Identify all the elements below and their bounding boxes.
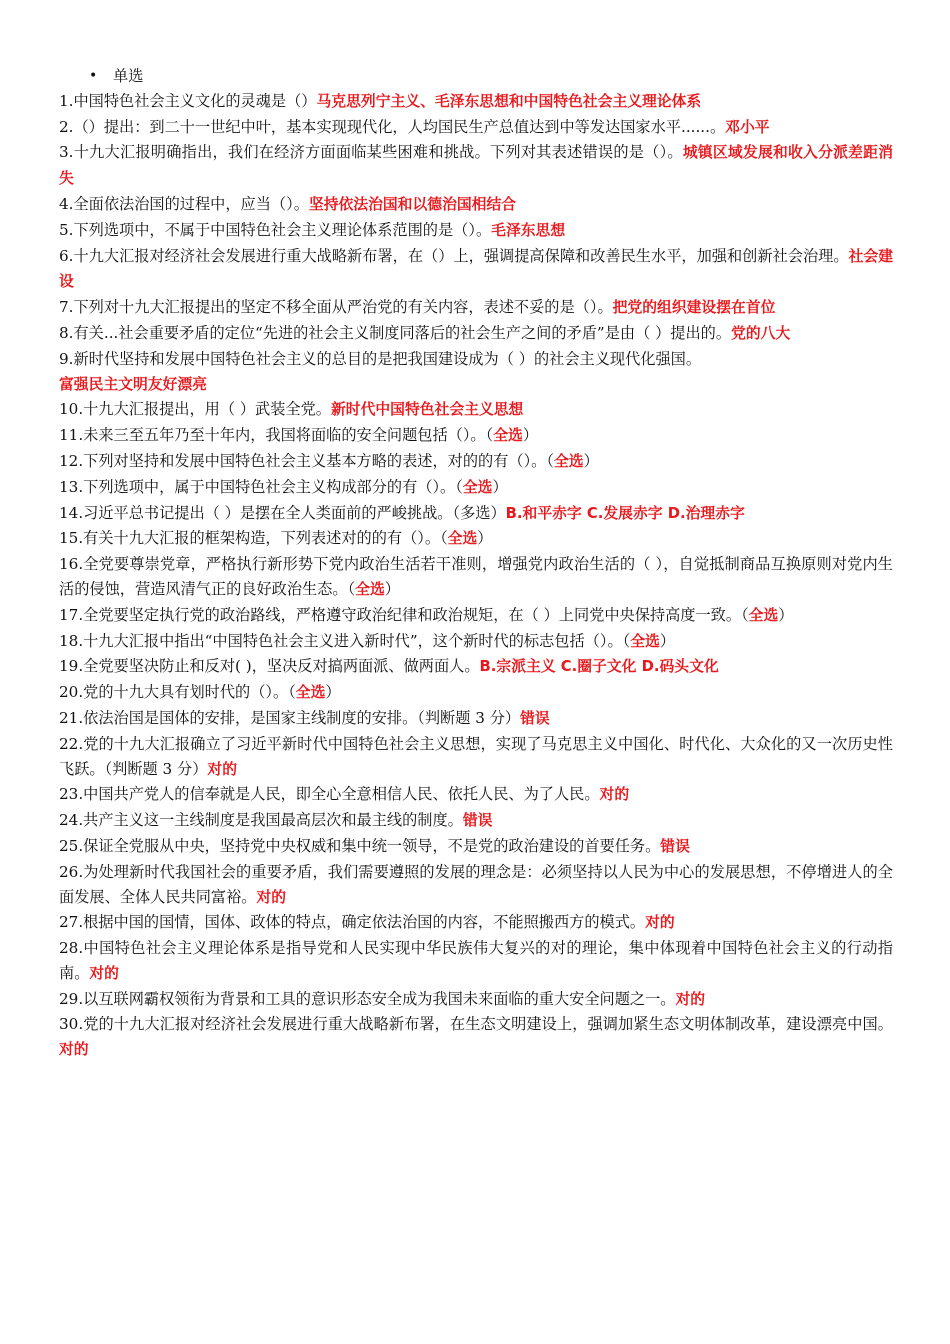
answer-text: 错误 — [660, 837, 690, 855]
question-item — [59, 475, 893, 501]
question-item — [59, 910, 893, 936]
question-item — [59, 603, 893, 629]
question-item — [59, 501, 893, 527]
question-text: 25.保证全党服从中央，坚持党中央权威和集中统一领导，不是党的政治建设的首要任务。 — [59, 836, 661, 855]
question-item — [59, 140, 893, 192]
question-text: 12.下列对坚持和发展中国特色社会主义基本方略的表述，对的的有（）。（ — [59, 451, 554, 470]
answer-text: 城镇区域发展和收入分派差距消失 — [59, 144, 893, 188]
question-text: 9.新时代坚持和发展中国特色社会主义的总目的是把我国建设成为（ ）的社会主义现代化强国。 — [59, 349, 702, 368]
answer-text: 对的 — [256, 888, 287, 906]
question-item — [59, 987, 893, 1013]
answer-text: 对的 — [207, 760, 238, 778]
question-text: 7.下列对十九大汇报提出的坚定不移全面从严治党的有关内容，表述不妥的是（）。 — [59, 298, 613, 317]
question-item — [59, 936, 893, 987]
bullet-icon: • — [89, 68, 98, 84]
question-item — [59, 423, 893, 449]
answer-text: 社会建设 — [59, 247, 893, 291]
answer-text: 对的 — [599, 786, 630, 804]
question-item — [59, 218, 893, 244]
answer-text: B.宗派主义 C.圈子文化 D.码头文化 — [479, 658, 719, 676]
question-item — [59, 347, 893, 398]
answer-text: 对的 — [59, 1041, 89, 1059]
answer-text: 新时代中国特色社会主义思想 — [330, 401, 524, 419]
question-text: 19.全党要坚决防止和反对( )，坚决反对搞两面派、做两面人。 — [59, 657, 480, 676]
answer-text: 全选 — [295, 684, 326, 702]
question-item — [59, 397, 893, 423]
question-text: 23.中国共产党人的信奉就是人民，即全心全意相信人民、依托人民、为了人民。 — [59, 785, 600, 804]
answer-text: 全选 — [630, 632, 660, 650]
question-text: 21.依法治国是国体的安排，是国家主线制度的安排。（判断题 3 分） — [59, 708, 521, 727]
question-item — [59, 526, 893, 552]
question-text: 15.有关十九大汇报的框架构造，下列表述对的的有（）。（ — [59, 529, 448, 548]
answer-text: 对的 — [645, 914, 675, 932]
question-text: 20.党的十九大具有划时代的（）。（ — [59, 683, 296, 702]
section-heading — [59, 64, 893, 89]
question-tail: ） — [477, 529, 493, 548]
section-heading-label: 单选 — [113, 67, 144, 85]
answer-text: 全选 — [748, 606, 779, 624]
question-text: 6.十九大汇报对经济社会发展进行重大战略新布署，在（）上，强调提高保障和改善民生水平，加强和创新社会治理。 — [59, 246, 849, 265]
question-text: 29.以互联网霸权领衔为背景和工具的意识形态安全成为我国未来面临的重大安全问题之一。 — [59, 989, 676, 1008]
question-tail: ） — [659, 631, 676, 650]
question-item — [59, 244, 893, 296]
answer-text: 邓小平 — [725, 118, 770, 136]
question-text: 13.下列选项中，属于中国特色社会主义构成部分的有（）。（ — [59, 477, 463, 496]
question-list — [59, 89, 893, 1063]
answer-text: 错误 — [520, 709, 550, 727]
question-item — [59, 552, 893, 603]
question-tail: ） — [325, 683, 341, 702]
answer-text: 错误 — [462, 812, 493, 830]
answer-text: 党的八大 — [731, 324, 791, 342]
question-text: 1.中国特色社会主义文化的灵魂是（） — [59, 91, 317, 110]
question-text: 18.十九大汇报中指出“中国特色社会主义进入新时代”，这个新时代的标志包括（）。（ — [59, 631, 631, 650]
question-item — [59, 629, 893, 655]
question-text: 16.全党要尊崇党章，严格执行新形势下党内政治生活若干准则，增强党内政治生活的（ ），自觉抵制商品互换原则对党内生活的侵蚀，营造风清气正的良好政治生态。（ — [59, 555, 893, 598]
answer-text: 全选 — [493, 427, 523, 445]
question-item — [59, 680, 893, 706]
question-item — [59, 192, 893, 218]
question-tail: ） — [778, 605, 794, 624]
question-item — [59, 89, 893, 115]
question-text: 4.全面依法治国的过程中，应当（）。 — [59, 194, 309, 213]
question-tail: ） — [492, 477, 508, 496]
question-text: 2.（）提出：到二十一世纪中叶，基本实现现代化，人均国民生产总值达到中等发达国家水平......。 — [59, 117, 726, 136]
question-item — [59, 860, 893, 911]
question-text: 26.为处理新时代我国社会的重要矛盾，我们需要遵照的发展的理念是：必须坚持以人民为中心的发展思想，不停增进人的全面发展、全体人民共同富裕。 — [59, 862, 893, 906]
question-item — [59, 1012, 893, 1063]
question-item — [59, 295, 893, 321]
question-text: 27.根据中国的国情，国体、政体的特点，确定依法治国的内容，不能照搬西方的模式。 — [59, 913, 646, 932]
question-text: 17.全党要坚定执行党的政治路线，严格遵守政治纪律和政治规矩，在（ ）上同党中央保持高度一致。（ — [59, 605, 749, 624]
answer-text: 对的 — [89, 964, 119, 982]
question-text: 8.有关...社会重要矛盾的定位“先进的社会主义制度同落后的社会生产之间的矛盾”是由（ ）提出的。 — [59, 323, 732, 342]
answer-text: 全选 — [553, 452, 584, 470]
question-text: 5.下列选项中，不属于中国特色社会主义理论体系范围的是（）。 — [59, 220, 492, 239]
question-item — [59, 834, 893, 860]
question-text: 22.党的十九大汇报确立了习近平新时代中国特色社会主义思想，实现了马克思主义中国化、时代化、大众化的又一次历史性飞跃。（判断题 3 分） — [59, 734, 893, 778]
question-item — [59, 321, 893, 347]
question-text: 24.共产主义这一主线制度是我国最高层次和最主线的制度。 — [59, 811, 463, 830]
answer-text: 对的 — [675, 990, 706, 1008]
question-text: 28.中国特色社会主义理论体系是指导党和人民实现中华民族伟大复兴的对的理论，集中体现着中国特色社会主义的行动指南。 — [59, 939, 893, 982]
question-item — [59, 115, 893, 141]
answer-text: 全选 — [355, 580, 385, 598]
question-text: 14.习近平总书记提出（ ）是摆在全人类面前的严峻挑战。（多选） — [59, 503, 506, 522]
answer-text: 坚持依法治国和以德治国相结合 — [308, 195, 517, 213]
question-item — [59, 782, 893, 808]
answer-text: B.和平赤字 C.发展赤字 D.治理赤字 — [505, 504, 745, 522]
answer-text: 全选 — [447, 530, 478, 548]
document-body — [59, 64, 893, 1063]
question-text: 10.十九大汇报提出，用（ ）武装全党。 — [59, 400, 331, 419]
question-text: 3.十九大汇报明确指出，我们在经济方面面临某些困难和挑战。下列对其表述错误的是（）。 — [59, 143, 683, 162]
answer-text: 富强民主文明友好漂亮 — [59, 375, 207, 393]
question-tail: ） — [384, 579, 400, 598]
answer-text: 毛泽东思想 — [491, 221, 566, 239]
question-text: 30.党的十九大汇报对经济社会发展进行重大战略新布署，在生态文明建设上，强调加紧生态文明体制改革，建设漂亮中国。 — [59, 1015, 893, 1034]
question-tail: ） — [522, 426, 539, 445]
question-item — [59, 654, 893, 680]
question-item — [59, 706, 893, 732]
answer-text: 马克思列宁主义、毛泽东思想和中国特色社会主义理论体系 — [316, 92, 702, 110]
question-item — [59, 449, 893, 475]
question-item — [59, 732, 893, 783]
question-tail: ） — [583, 451, 599, 470]
question-item — [59, 808, 893, 834]
answer-text: 把党的组织建设摆在首位 — [612, 299, 776, 317]
answer-text: 全选 — [462, 478, 493, 496]
question-text: 11.未来三至五年乃至十年内，我国将面临的安全问题包括（）。（ — [59, 426, 494, 445]
